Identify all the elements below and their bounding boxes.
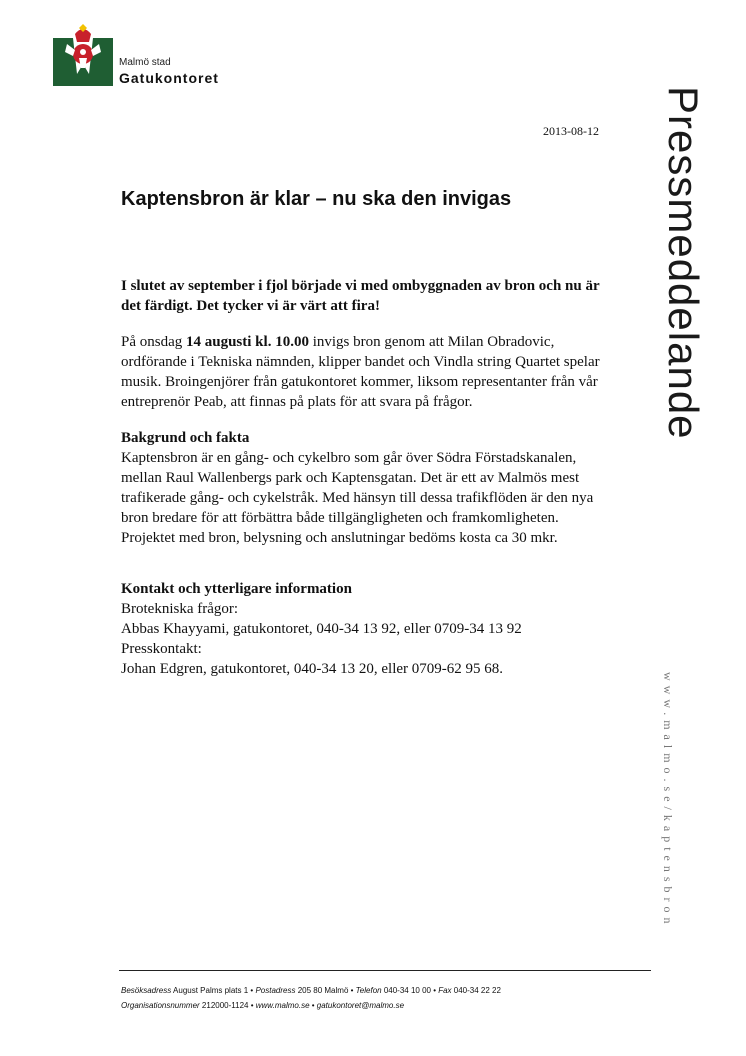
- post-label: Postadress: [255, 986, 296, 995]
- web-link[interactable]: www.malmo.se: [255, 1001, 310, 1010]
- background-section: [121, 428, 601, 548]
- contact-heading: Kontakt och ytterligare information: [121, 581, 352, 597]
- contact-line-1: Brotekniska frågor:: [121, 601, 239, 617]
- phone-value: 040-34 10 00 •: [381, 986, 439, 995]
- email-link[interactable]: gatukontoret@malmo.se: [316, 1001, 405, 1010]
- footer: [121, 983, 501, 1013]
- press-date: 2013-08-12: [543, 124, 599, 138]
- background-heading: Bakgrund och fakta: [121, 430, 250, 446]
- org-number-value: 212000-1124 •: [199, 1001, 256, 1010]
- footer-line-2: [121, 998, 501, 1013]
- coat-of-arms-icon: [53, 24, 113, 86]
- lead-paragraph: I slutet av september i fjol började vi med ombyggnaden av bron och nu är det färdigt. Det tycker vi är värt att fira!: [121, 278, 600, 314]
- contact-section: [121, 579, 601, 679]
- visit-value: August Palms plats 1 •: [171, 986, 256, 995]
- press-body: [121, 276, 601, 679]
- footer-sep: •: [309, 1001, 317, 1010]
- malmo-logo: [53, 24, 113, 86]
- fax-label: Fax: [438, 986, 452, 995]
- headline: Kaptensbron är klar – nu ska den invigas: [121, 188, 512, 210]
- background-text: Kaptensbron är en gång- och cykelbro som går över Södra Förstadskanalen, mellan Raul Wallenbergs park och Kaptensgatan. Det är ett av Malmös mest trafikerade gång- och cykelstråk. Med hänsyn till dessa trafikflöden är den nya bron bredare för att förbättra både tillgängligheten och framkomligheten. Projektet med bron, belysning och anslutningar bedöms kosta ca 30 mkr.: [121, 450, 594, 546]
- event-post: invigs bron genom att Milan Obradovic, ordförande i Tekniska nämnden, klipper bandet och Vindla string Quartet spelar musik. Broingenjörer från gatukontoret kommer, liksom representanter från vår entreprenör Peab, att finnas på plats för att svara på frågor.: [121, 334, 600, 410]
- org-number-label: Organisationsnummer: [121, 1001, 200, 1010]
- side-title: Pressmeddelande: [660, 86, 707, 440]
- org-small: Malmö stad: [119, 57, 171, 68]
- footer-divider: [119, 970, 651, 971]
- phone-label: Telefon: [355, 986, 382, 995]
- side-url: www.malmo.se/kaptensbron: [661, 672, 675, 929]
- org-name: Gatukontoret: [119, 70, 219, 86]
- contact-line-2: Abbas Khayyami, gatukontoret, 040-34 13 92, eller 0709-34 13 92: [121, 621, 522, 637]
- contact-line-4: Johan Edgren, gatukontoret, 040-34 13 20, eller 0709-62 95 68.: [121, 661, 504, 677]
- post-value: 205 80 Malmö •: [295, 986, 356, 995]
- fax-value: 040-34 22 22: [451, 986, 501, 995]
- contact-line-3: Presskontakt:: [121, 641, 202, 657]
- event-pre: På onsdag: [121, 334, 186, 350]
- event-time: 14 augusti kl. 10.00: [186, 334, 309, 350]
- event-paragraph: [121, 332, 601, 412]
- visit-label: Besöksadress: [121, 986, 172, 995]
- footer-line-1: [121, 983, 501, 998]
